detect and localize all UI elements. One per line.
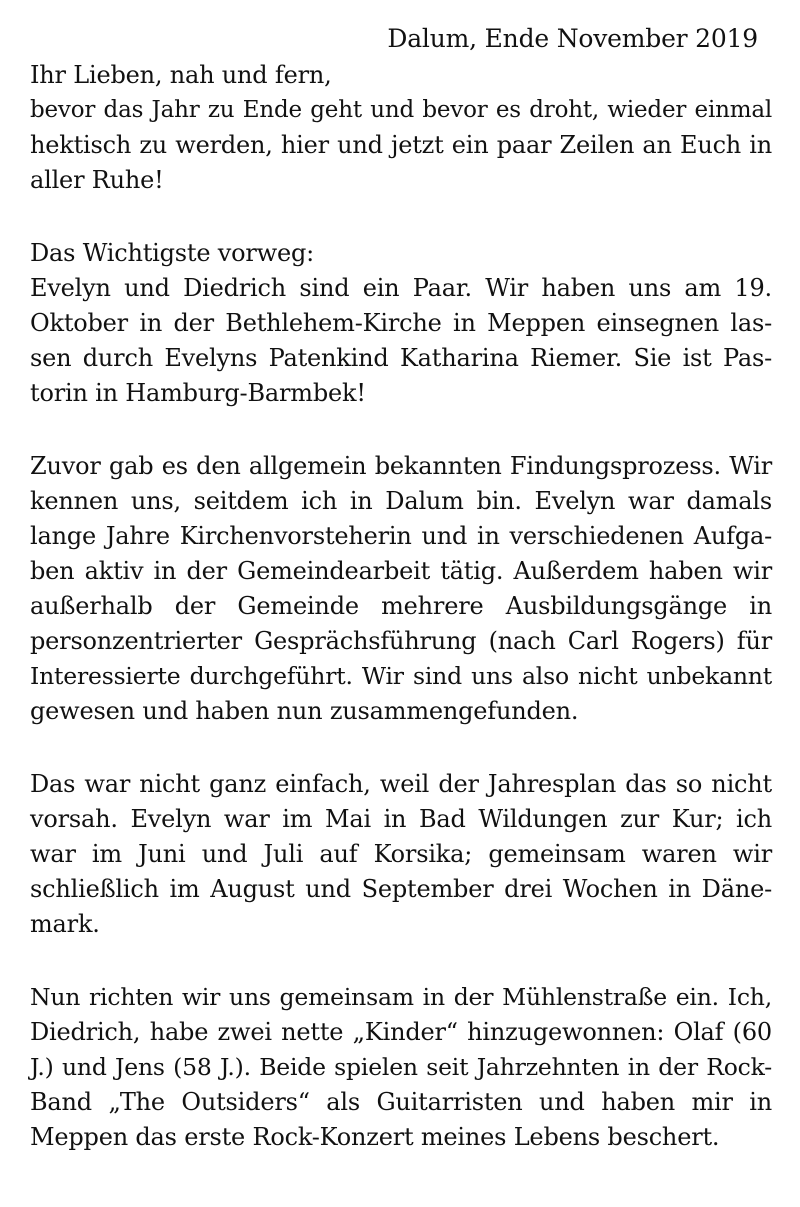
paragraph-background [30,449,772,729]
text-line: Das Wichtigste vorweg: [30,239,315,267]
text-line: gewesen und haben nun zusammengefunden. [30,697,579,725]
text-line: aller Ruhe! [30,166,164,194]
paragraph-travels [30,767,772,942]
text-line: Meppen das erste Rock-Konzert meines Lebens beschert. [30,1123,720,1151]
text-line: Band „The Outsiders“ als Guitarristen und haben mir in [30,1088,772,1116]
text-line: J.) und Jens (58 J.). Beide spielen seit Jahrzehnten in der Rock- [30,1053,772,1081]
letter-body [30,58,772,1193]
text-line: Zuvor gab es den allgemein bekannten Findungsprozess. Wir [30,452,772,480]
dateline: Dalum, Ende November 2019 [387,24,758,53]
text-line: Interessierte durchgeführt. Wir sind uns also nicht unbekannt [30,662,772,690]
text-line: außerhalb der Gemeinde mehrere Ausbildungsgänge in [30,592,772,620]
text-line: Nun richten wir uns gemeinsam in der Mühlenstraße ein. Ich, [30,983,772,1011]
text-line: vorsah. Evelyn war im Mai in Bad Wildungen zur Kur; ich [30,805,772,833]
text-line: sen durch Evelyns Patenkind Katharina Riemer. Sie ist Pas- [30,344,772,372]
paragraph-greeting [30,58,772,198]
text-line: ben aktiv in der Gemeindearbeit tätig. Außerdem haben wir [30,557,772,585]
text-line: kennen uns, seitdem ich in Dalum bin. Evelyn war damals [30,487,772,515]
text-line: Diedrich, habe zwei nette „Kinder“ hinzugewonnen: Olaf (60 [30,1018,772,1046]
text-line: Ihr Lieben, nah und fern, [30,61,332,89]
text-line: bevor das Jahr zu Ende geht und bevor es droht, wieder einmal [30,97,772,123]
paragraph-news [30,236,772,411]
text-line: schließlich im August und September drei Wochen in Däne- [30,875,772,903]
text-line: torin in Hamburg-Barmbek! [30,379,366,407]
paragraph-family [30,980,772,1155]
text-line: mark. [30,910,100,938]
text-line: Evelyn und Diedrich sind ein Paar. Wir haben uns am 19. [30,274,772,302]
text-line: hektisch zu werden, hier und jetzt ein paar Zeilen an Euch in [30,131,772,159]
text-line: Das war nicht ganz einfach, weil der Jahresplan das so nicht [30,770,772,798]
text-line: personzentrierter Gesprächsführung (nach Carl Rogers) für [30,627,772,655]
text-line: war im Juni und Juli auf Korsika; gemeinsam waren wir [30,840,772,868]
text-line: Oktober in der Bethlehem-Kirche in Meppen einsegnen las- [30,309,772,337]
text-line: lange Jahre Kirchenvorsteherin und in verschiedenen Aufga- [30,522,772,550]
